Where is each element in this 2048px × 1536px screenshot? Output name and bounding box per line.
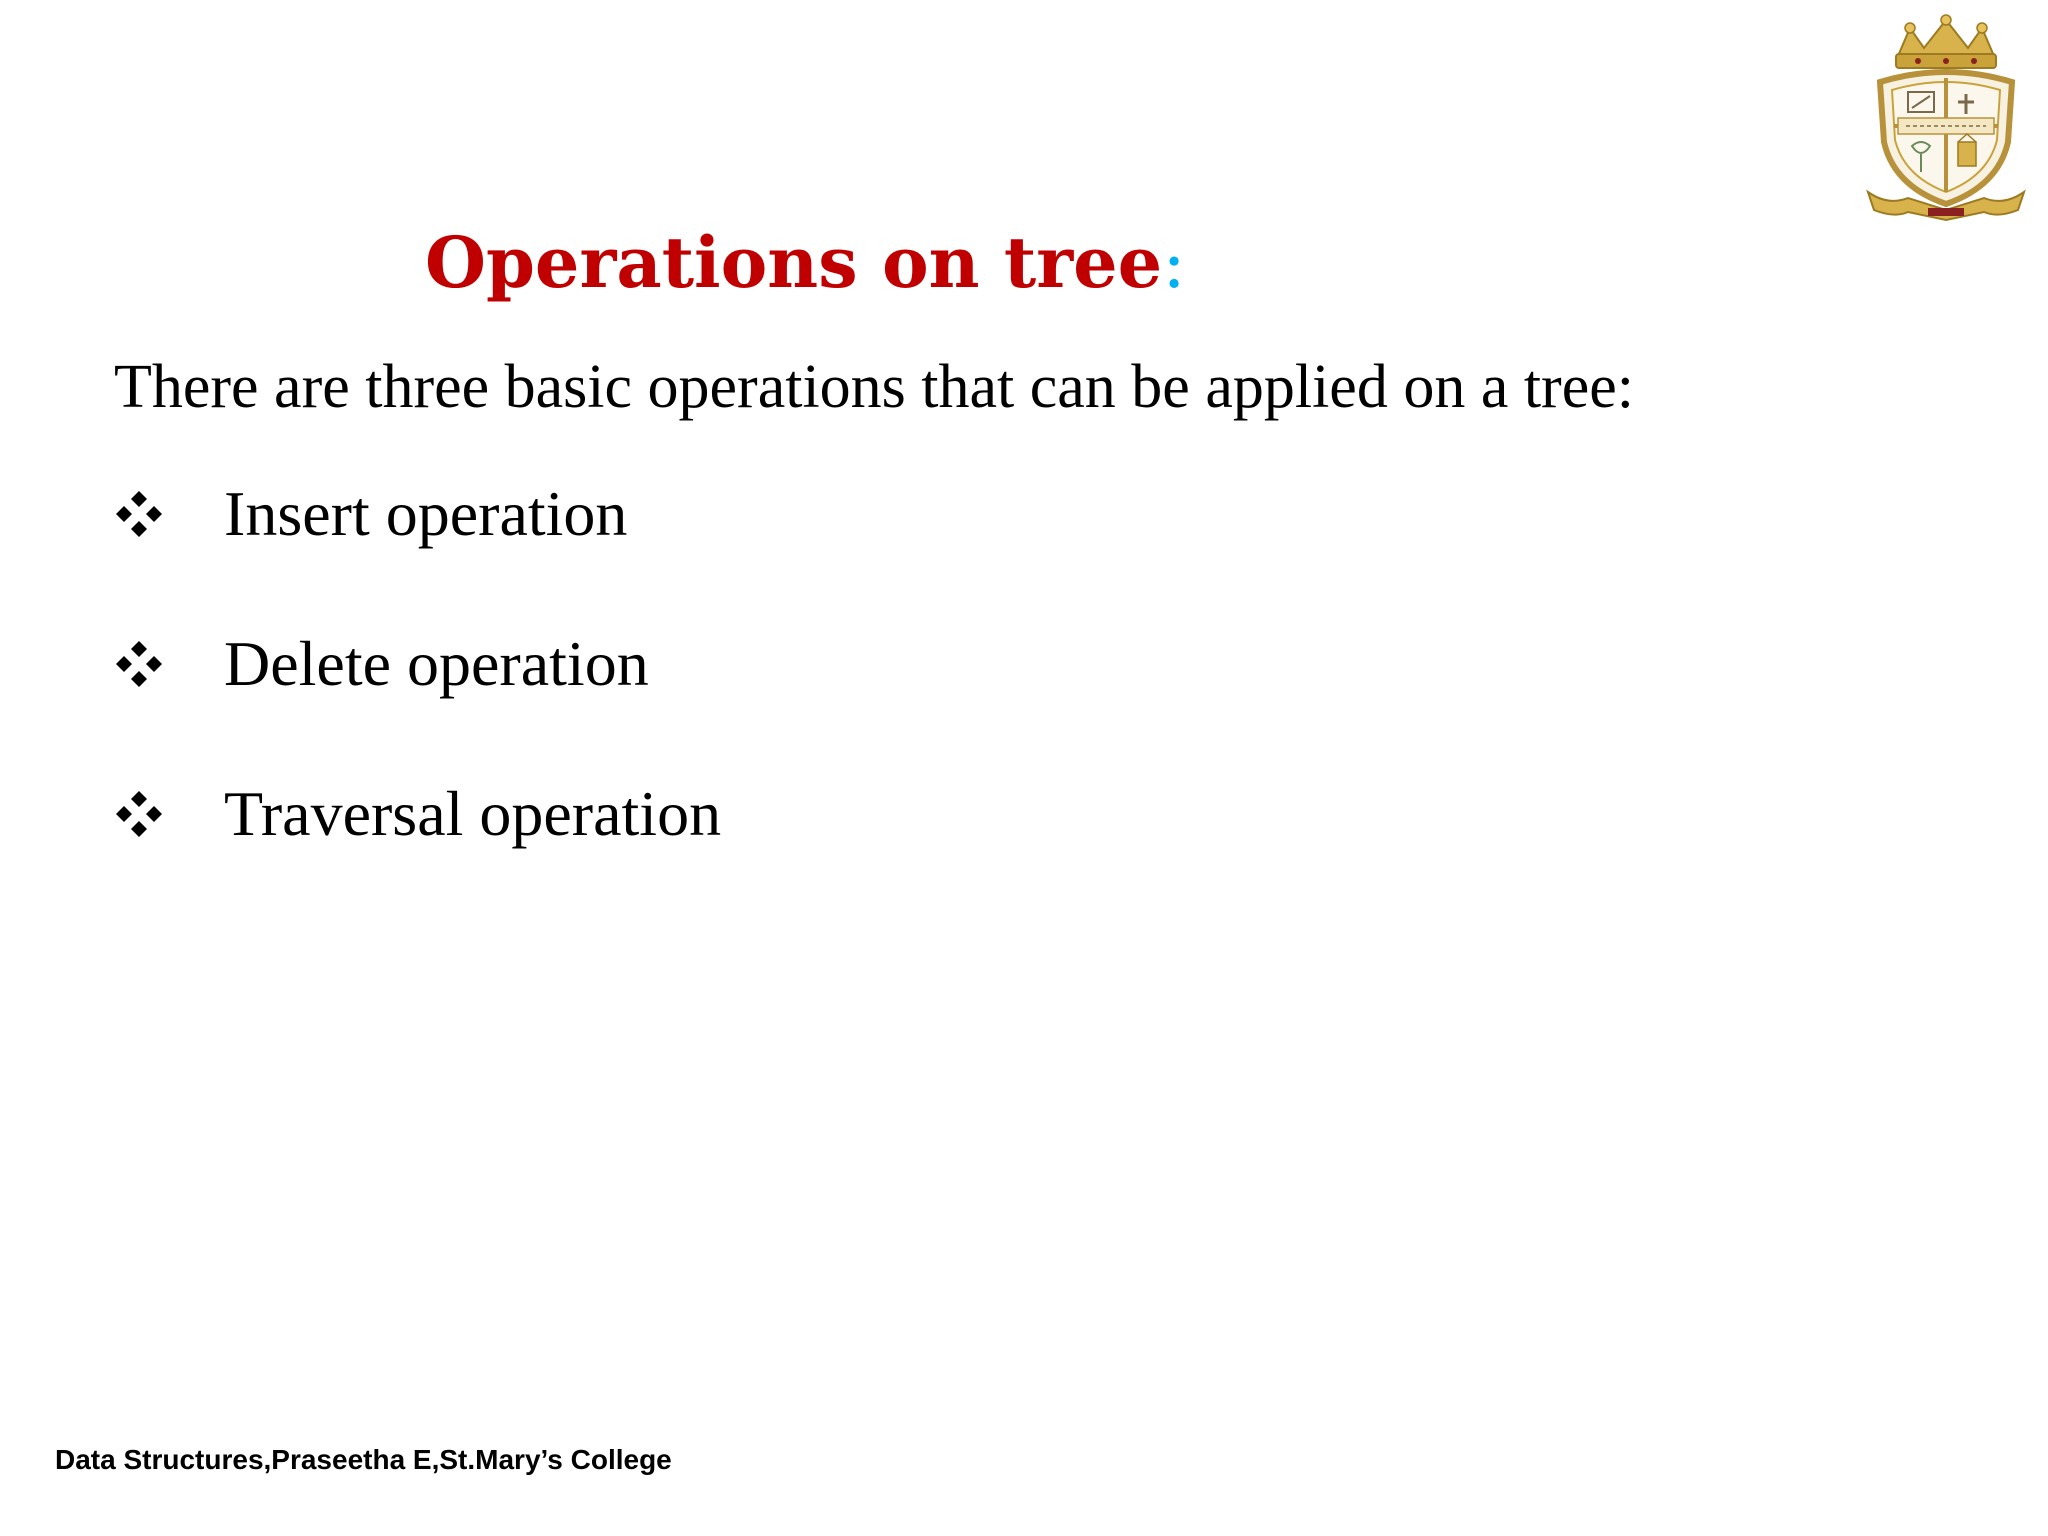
- title-colon: :: [1162, 222, 1186, 304]
- bullet-label: Delete operation: [224, 628, 649, 699]
- college-crest-icon: [1858, 14, 2034, 222]
- slide-title: [425, 221, 1186, 304]
- four-diamond-bullet-icon: [114, 474, 224, 554]
- bullet-label: Insert operation: [224, 478, 628, 549]
- four-diamond-bullet-icon: [114, 624, 224, 704]
- intro-text: There are three basic operations that can be applied on a tree:: [114, 353, 1634, 421]
- four-diamond-bullet-icon: [114, 774, 224, 854]
- bullet-label: Traversal operation: [224, 778, 722, 849]
- title-text: Operations on tree: [425, 221, 1163, 304]
- bullet-item-traversal: [114, 774, 721, 854]
- slide-footer: Data Structures,Praseetha E,St.Mary’s College: [55, 1444, 672, 1475]
- bullet-item-insert: [114, 474, 627, 554]
- bullet-item-delete: [114, 624, 649, 704]
